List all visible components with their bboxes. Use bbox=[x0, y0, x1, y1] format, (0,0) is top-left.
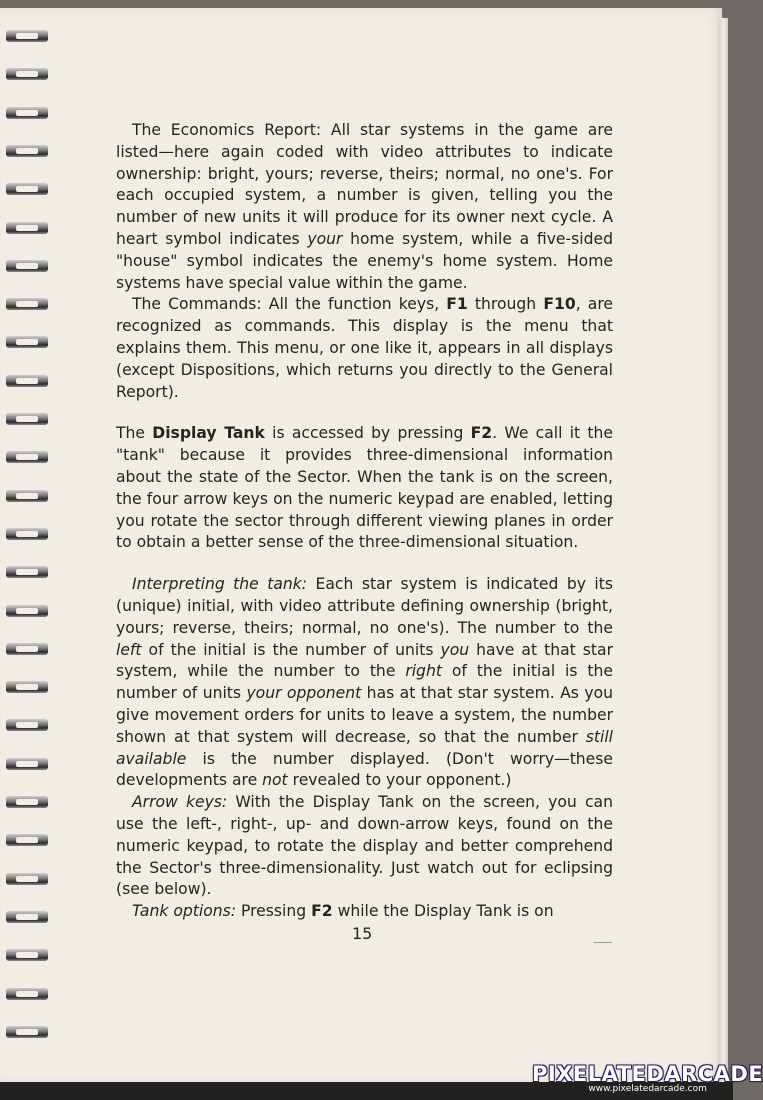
spiral-coil bbox=[6, 566, 48, 578]
spiral-coil bbox=[6, 107, 48, 119]
text-run: you bbox=[440, 640, 470, 659]
spiral-coil bbox=[6, 298, 48, 310]
spiral-coil bbox=[6, 528, 48, 540]
text-run: Tank options: bbox=[132, 902, 237, 921]
spiral-coil bbox=[6, 260, 48, 272]
text-run: your bbox=[307, 229, 343, 248]
text-run: Pressing bbox=[236, 902, 312, 921]
spiral-coil bbox=[6, 681, 48, 693]
spiral-coil bbox=[6, 413, 48, 425]
text-run: The bbox=[116, 424, 153, 443]
page-stack-edge bbox=[718, 18, 728, 1084]
paragraph-arrow-keys bbox=[116, 792, 613, 901]
text-run: With the Display Tank on the screen, you can use the left-, right-, up- and down-arrow keys, found on the numeric keypad, to rotate the display and better comprehend the Sector's three-dimensionality. Just watch out for eclipsing (see below). bbox=[116, 793, 613, 899]
text-run: left bbox=[116, 640, 142, 659]
spiral-coil bbox=[6, 30, 48, 42]
watermark-url: www.pixelatedarcade.com bbox=[588, 1084, 707, 1094]
text-run: still available bbox=[116, 727, 613, 768]
text-run: , are recognized as commands. This display is the menu that explains them. This menu, or one like it, appears in all displays (except Dispositions, which returns you directly to the General Report). bbox=[116, 295, 613, 401]
page-dash bbox=[594, 942, 612, 943]
spiral-coil bbox=[6, 911, 48, 923]
text-run: right bbox=[405, 662, 442, 681]
paragraph-interpreting-tank bbox=[116, 574, 613, 792]
text-run: Interpreting the tank: bbox=[132, 575, 308, 594]
text-run: Arrow keys: bbox=[132, 793, 228, 812]
paragraph-commands bbox=[116, 294, 613, 403]
watermark-title: PIXELATEDARCADE bbox=[532, 1062, 763, 1086]
text-run: F2 bbox=[311, 902, 333, 921]
spiral-coil bbox=[6, 375, 48, 387]
text-run: F1 bbox=[446, 295, 468, 314]
text-run: The Commands: All the function keys, bbox=[132, 295, 447, 314]
text-run: . We call it the "tank" because it provides three-dimensional information about the state of the Sector. When the tank is on the screen, the four arrow keys on the numeric keypad are enabled, letting you rotate the sector through different viewing planes in order to obtain a better sense of the three-dimensional situation. bbox=[116, 424, 613, 552]
text-run: of the initial is the number of units bbox=[116, 662, 613, 703]
spiral-coil bbox=[6, 145, 48, 157]
spiral-coil bbox=[6, 336, 48, 348]
paragraph-economics-report bbox=[116, 120, 613, 294]
text-run: F2 bbox=[470, 424, 493, 443]
spiral-coil bbox=[6, 719, 48, 731]
text-run: has at that star system. As you give movement orders for units to leave a system, the number shown at that system will decrease, so that the number bbox=[116, 684, 613, 746]
spiral-coil bbox=[6, 1026, 48, 1038]
page-number: 15 bbox=[352, 924, 373, 943]
watermark bbox=[532, 1062, 763, 1094]
spiral-coil bbox=[6, 222, 48, 234]
text-run: your opponent bbox=[246, 684, 362, 703]
text-run: Each star system is indicated by its (unique) initial, with video attribute defining ownership (bright, yours; reverse, theirs; normal, no one's). The number to the bbox=[116, 575, 613, 637]
text-run: of the initial is the number of units bbox=[141, 640, 441, 659]
text-run: Display Tank bbox=[152, 424, 265, 443]
paragraph-display-tank bbox=[116, 423, 613, 554]
spiral-coil bbox=[6, 643, 48, 655]
spiral-binding bbox=[0, 0, 52, 1100]
spiral-coil bbox=[6, 451, 48, 463]
text-run: F10 bbox=[543, 295, 576, 314]
body-text bbox=[116, 120, 613, 923]
spiral-coil bbox=[6, 949, 48, 961]
text-run: home system, while a five-sided "house" symbol indicates the enemy's home system. Home systems have special value within the game. bbox=[116, 229, 613, 292]
spiral-coil bbox=[6, 68, 48, 80]
spiral-coil bbox=[6, 183, 48, 195]
spiral-coil bbox=[6, 796, 48, 808]
text-run: have at that star system, while the number to the bbox=[116, 640, 613, 681]
text-run: is accessed by pressing bbox=[264, 424, 471, 443]
text-run: The Economics Report: All star systems in the game are listed—here again coded with video attributes to indicate ownership: bright, yours; reverse, theirs; normal, no one's. For each occupied system, a number is given, telling you the number of new units it will produce for its owner next cycle. A heart symbol indicates bbox=[116, 121, 613, 248]
spiral-coil bbox=[6, 873, 48, 885]
text-run: while the Display Tank is on bbox=[332, 902, 554, 921]
spiral-coil bbox=[6, 834, 48, 846]
text-run: is the number displayed. (Don't worry—these developments are bbox=[116, 749, 613, 790]
spiral-coil bbox=[6, 605, 48, 617]
spiral-coil bbox=[6, 988, 48, 1000]
spiral-coil bbox=[6, 490, 48, 502]
text-run: not bbox=[262, 771, 288, 790]
spiral-coil bbox=[6, 758, 48, 770]
text-run: through bbox=[467, 295, 544, 314]
text-run: revealed to your opponent.) bbox=[287, 771, 512, 790]
paragraph-tank-options bbox=[116, 901, 613, 923]
